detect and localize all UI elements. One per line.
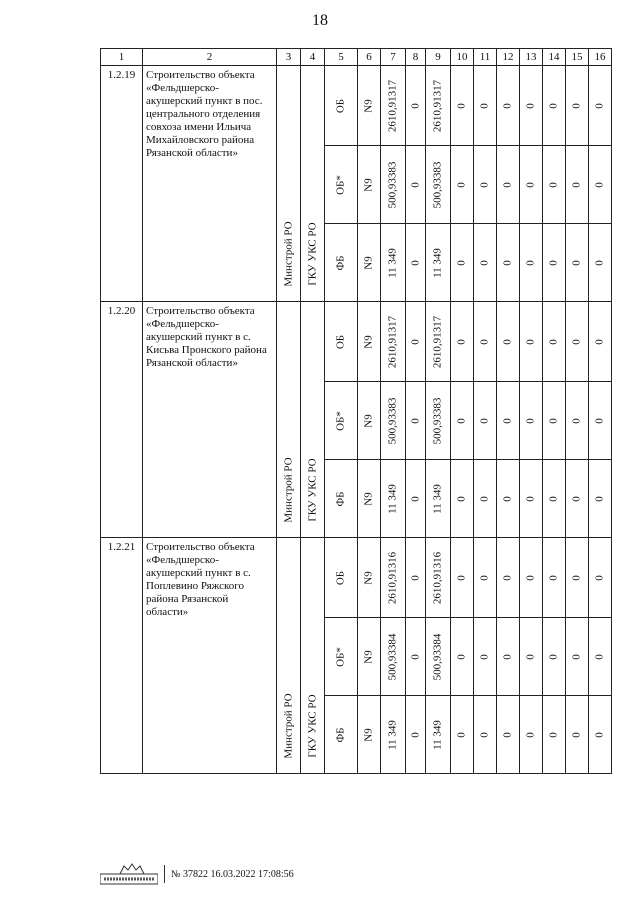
amount-col9-text: 2610,91316	[431, 551, 444, 604]
header-row	[101, 49, 612, 66]
year-value-text: 0	[501, 495, 514, 502]
header-cell: 8	[406, 49, 426, 66]
year-value	[520, 696, 543, 774]
year-value	[497, 382, 520, 460]
year-value	[543, 66, 566, 146]
amount-col9	[426, 538, 451, 618]
year-value	[474, 302, 497, 382]
year-value	[543, 460, 566, 538]
header-cell: 15	[566, 49, 589, 66]
funding-source-text: ФБ	[334, 490, 347, 507]
year-value	[589, 696, 612, 774]
indicator-code-text: N9	[362, 98, 375, 113]
indicator-code	[358, 538, 381, 618]
funding-source	[325, 302, 358, 382]
funding-source	[325, 382, 358, 460]
indicator-code-text: N9	[362, 727, 375, 742]
year-value-text: 0	[570, 495, 583, 502]
amount-col8	[406, 460, 426, 538]
year-value-text: 0	[524, 259, 537, 266]
amount-col9	[426, 696, 451, 774]
co-executor	[301, 302, 325, 538]
amount-col8	[406, 146, 426, 224]
responsible-executor	[277, 302, 301, 538]
header-cell: 2	[143, 49, 277, 66]
year-value	[566, 460, 589, 538]
year-value	[451, 382, 474, 460]
year-value	[474, 618, 497, 696]
indicator-code	[358, 146, 381, 224]
year-value	[497, 460, 520, 538]
co-executor-text: ГКУ УКС РО	[306, 222, 318, 286]
item-description: Строительство объекта «Фельдшерско-акушерский пункт в пос. центрального отделения совхоза имени Ильича Михайловского района Рязанской области»	[143, 66, 277, 302]
year-value-text: 0	[593, 653, 606, 660]
amount-total	[381, 696, 406, 774]
amount-total-text: 500,93383	[386, 161, 399, 208]
year-value	[451, 618, 474, 696]
year-value-text: 0	[547, 731, 560, 738]
year-value	[451, 302, 474, 382]
indicator-code	[358, 66, 381, 146]
indicator-code-text: N9	[362, 255, 375, 270]
amount-col8	[406, 382, 426, 460]
year-value	[589, 382, 612, 460]
program-table	[100, 48, 612, 774]
year-value	[589, 66, 612, 146]
year-value-text: 0	[524, 731, 537, 738]
year-value	[589, 146, 612, 224]
header-cell: 13	[520, 49, 543, 66]
indicator-code	[358, 618, 381, 696]
year-value	[474, 382, 497, 460]
amount-total	[381, 460, 406, 538]
year-value-text: 0	[547, 338, 560, 345]
year-value-text: 0	[478, 495, 491, 502]
year-value-text: 0	[455, 417, 468, 424]
year-value	[497, 66, 520, 146]
responsible-executor	[277, 538, 301, 774]
year-value	[474, 66, 497, 146]
year-value	[497, 146, 520, 224]
year-value-text: 0	[547, 653, 560, 660]
funding-source	[325, 146, 358, 224]
amount-total-text: 11 349	[386, 483, 399, 514]
responsible-executor	[277, 66, 301, 302]
table-row	[101, 66, 612, 146]
year-value-text: 0	[455, 731, 468, 738]
year-value	[474, 224, 497, 302]
year-value-text: 0	[478, 181, 491, 188]
year-value-text: 0	[524, 495, 537, 502]
year-value-text: 0	[501, 574, 514, 581]
item-code: 1.2.19	[101, 66, 143, 302]
footer-separator	[164, 865, 165, 883]
year-value-text: 0	[570, 181, 583, 188]
year-value-text: 0	[570, 338, 583, 345]
year-value-text: 0	[547, 495, 560, 502]
year-value	[566, 146, 589, 224]
header-cell: 16	[589, 49, 612, 66]
header-cell: 9	[426, 49, 451, 66]
indicator-code	[358, 302, 381, 382]
year-value	[451, 696, 474, 774]
amount-col9-text: 11 349	[431, 719, 444, 750]
year-value-text: 0	[501, 338, 514, 345]
year-value-text: 0	[593, 574, 606, 581]
funding-source-text: ОБ	[334, 570, 347, 585]
registry-logo-icon	[100, 862, 158, 886]
header-cell: 6	[358, 49, 381, 66]
indicator-code	[358, 224, 381, 302]
year-value	[543, 146, 566, 224]
year-value-text: 0	[593, 259, 606, 266]
amount-col8-text: 0	[409, 338, 421, 345]
amount-total	[381, 224, 406, 302]
year-value	[520, 146, 543, 224]
year-value	[474, 538, 497, 618]
co-executor	[301, 538, 325, 774]
amount-col9	[426, 302, 451, 382]
indicator-code-text: N9	[362, 334, 375, 349]
year-value-text: 0	[478, 574, 491, 581]
registration-footer	[100, 862, 294, 886]
amount-col8	[406, 618, 426, 696]
year-value	[520, 66, 543, 146]
year-value-text: 0	[478, 653, 491, 660]
amount-col9-text: 2610,91317	[431, 79, 444, 132]
year-value	[497, 618, 520, 696]
amount-col8-text: 0	[409, 495, 421, 502]
amount-total-text: 11 349	[386, 719, 399, 750]
year-value	[520, 460, 543, 538]
year-value	[451, 224, 474, 302]
year-value-text: 0	[570, 102, 583, 109]
year-value-text: 0	[593, 181, 606, 188]
year-value-text: 0	[478, 417, 491, 424]
amount-col9	[426, 224, 451, 302]
header-cell: 3	[277, 49, 301, 66]
amount-total	[381, 618, 406, 696]
year-value	[566, 696, 589, 774]
year-value-text: 0	[547, 417, 560, 424]
funding-source	[325, 224, 358, 302]
year-value	[543, 538, 566, 618]
year-value-text: 0	[455, 338, 468, 345]
year-value	[497, 696, 520, 774]
year-value-text: 0	[455, 574, 468, 581]
year-value-text: 0	[524, 181, 537, 188]
funding-source	[325, 66, 358, 146]
amount-total-text: 2610,91317	[386, 315, 399, 368]
amount-total	[381, 382, 406, 460]
year-value	[520, 382, 543, 460]
amount-col8-text: 0	[409, 731, 421, 738]
year-value	[589, 224, 612, 302]
year-value-text: 0	[524, 417, 537, 424]
year-value	[497, 224, 520, 302]
year-value-text: 0	[570, 653, 583, 660]
year-value	[566, 224, 589, 302]
amount-total-text: 500,93384	[386, 633, 399, 680]
year-value	[543, 382, 566, 460]
amount-total	[381, 302, 406, 382]
funding-source	[325, 618, 358, 696]
year-value-text: 0	[501, 181, 514, 188]
amount-col8	[406, 696, 426, 774]
funding-source-text: ОБ	[334, 334, 347, 349]
year-value	[589, 460, 612, 538]
amount-total-text: 2610,91317	[386, 79, 399, 132]
header-cell: 12	[497, 49, 520, 66]
co-executor	[301, 66, 325, 302]
year-value-text: 0	[501, 731, 514, 738]
funding-source-text: ОБ*	[334, 410, 347, 431]
year-value-text: 0	[478, 102, 491, 109]
responsible-executor-text: Минстрой РО	[282, 693, 294, 759]
year-value-text: 0	[547, 181, 560, 188]
year-value	[589, 302, 612, 382]
header-cell: 4	[301, 49, 325, 66]
year-value	[520, 538, 543, 618]
year-value	[451, 146, 474, 224]
year-value-text: 0	[501, 259, 514, 266]
year-value	[520, 224, 543, 302]
item-description: Строительство объекта «Фельдшерско-акушерский пункт в с. Поплевино Ряжского района Рязанской области»	[143, 538, 277, 774]
year-value-text: 0	[524, 102, 537, 109]
co-executor-text: ГКУ УКС РО	[306, 694, 318, 758]
year-value-text: 0	[547, 574, 560, 581]
amount-col8-text: 0	[409, 653, 421, 660]
funding-source	[325, 696, 358, 774]
year-value	[566, 538, 589, 618]
indicator-code-text: N9	[362, 177, 375, 192]
year-value-text: 0	[524, 653, 537, 660]
year-value-text: 0	[570, 259, 583, 266]
indicator-code-text: N9	[362, 570, 375, 585]
amount-col9-text: 500,93383	[431, 397, 444, 444]
funding-source-text: ОБ*	[334, 174, 347, 195]
item-code: 1.2.20	[101, 302, 143, 538]
year-value	[566, 618, 589, 696]
funding-source-text: ОБ	[334, 98, 347, 113]
year-value-text: 0	[478, 731, 491, 738]
year-value	[497, 538, 520, 618]
header-cell: 11	[474, 49, 497, 66]
amount-col8	[406, 302, 426, 382]
year-value	[474, 696, 497, 774]
year-value	[589, 618, 612, 696]
year-value-text: 0	[455, 259, 468, 266]
amount-total-text: 11 349	[386, 247, 399, 278]
amount-col8	[406, 538, 426, 618]
amount-total	[381, 538, 406, 618]
year-value	[566, 302, 589, 382]
amount-col9	[426, 66, 451, 146]
indicator-code	[358, 460, 381, 538]
table-row	[101, 302, 612, 382]
header-cell: 7	[381, 49, 406, 66]
year-value-text: 0	[547, 259, 560, 266]
year-value	[543, 302, 566, 382]
year-value	[566, 382, 589, 460]
year-value	[543, 696, 566, 774]
year-value-text: 0	[524, 574, 537, 581]
funding-source-text: ОБ*	[334, 646, 347, 667]
funding-source	[325, 460, 358, 538]
header-cell: 1	[101, 49, 143, 66]
header-cell: 14	[543, 49, 566, 66]
amount-col8	[406, 66, 426, 146]
amount-col8-text: 0	[409, 417, 421, 424]
indicator-code	[358, 696, 381, 774]
year-value	[474, 146, 497, 224]
indicator-code-text: N9	[362, 413, 375, 428]
amount-col8	[406, 224, 426, 302]
year-value-text: 0	[455, 181, 468, 188]
year-value-text: 0	[455, 102, 468, 109]
indicator-code-text: N9	[362, 491, 375, 506]
year-value-text: 0	[524, 338, 537, 345]
amount-col9-text: 2610,91317	[431, 315, 444, 368]
header-cell: 10	[451, 49, 474, 66]
year-value-text: 0	[593, 338, 606, 345]
year-value-text: 0	[593, 102, 606, 109]
amount-col8-text: 0	[409, 574, 421, 581]
indicator-code	[358, 382, 381, 460]
responsible-executor-text: Минстрой РО	[282, 457, 294, 523]
year-value-text: 0	[478, 338, 491, 345]
year-value	[451, 460, 474, 538]
amount-total-text: 500,93383	[386, 397, 399, 444]
item-code: 1.2.21	[101, 538, 143, 774]
responsible-executor-text: Минстрой РО	[282, 221, 294, 287]
year-value-text: 0	[455, 653, 468, 660]
year-value-text: 0	[570, 731, 583, 738]
amount-col8-text: 0	[409, 259, 421, 266]
funding-source-text: ФБ	[334, 254, 347, 271]
year-value-text: 0	[570, 417, 583, 424]
page-number: 18	[312, 12, 328, 29]
year-value-text: 0	[547, 102, 560, 109]
year-value	[520, 618, 543, 696]
amount-col9-text: 11 349	[431, 247, 444, 278]
amount-col9	[426, 618, 451, 696]
header-cell: 5	[325, 49, 358, 66]
year-value-text: 0	[593, 495, 606, 502]
amount-total-text: 2610,91316	[386, 551, 399, 604]
funding-source	[325, 538, 358, 618]
year-value-text: 0	[593, 731, 606, 738]
amount-total	[381, 146, 406, 224]
year-value	[474, 460, 497, 538]
indicator-code-text: N9	[362, 649, 375, 664]
year-value	[451, 66, 474, 146]
registration-stamp: № 37822 16.03.2022 17:08:56	[171, 868, 294, 880]
amount-col9	[426, 382, 451, 460]
amount-col8-text: 0	[409, 181, 421, 188]
year-value-text: 0	[501, 653, 514, 660]
amount-col8-text: 0	[409, 102, 421, 109]
year-value	[543, 224, 566, 302]
year-value-text: 0	[593, 417, 606, 424]
amount-col9	[426, 146, 451, 224]
year-value	[497, 302, 520, 382]
year-value	[520, 302, 543, 382]
year-value-text: 0	[570, 574, 583, 581]
year-value-text: 0	[501, 417, 514, 424]
year-value	[451, 538, 474, 618]
amount-col9-text: 11 349	[431, 483, 444, 514]
year-value	[589, 538, 612, 618]
table-row	[101, 538, 612, 618]
co-executor-text: ГКУ УКС РО	[306, 458, 318, 522]
amount-col9	[426, 460, 451, 538]
year-value-text: 0	[501, 102, 514, 109]
year-value	[566, 66, 589, 146]
year-value-text: 0	[455, 495, 468, 502]
year-value	[543, 618, 566, 696]
amount-col9-text: 500,93384	[431, 633, 444, 680]
item-description: Строительство объекта «Фельдшерско-акушерский пункт в с. Кисьва Пронского района Рязанской области»	[143, 302, 277, 538]
amount-col9-text: 500,93383	[431, 161, 444, 208]
funding-source-text: ФБ	[334, 726, 347, 743]
year-value-text: 0	[478, 259, 491, 266]
amount-total	[381, 66, 406, 146]
